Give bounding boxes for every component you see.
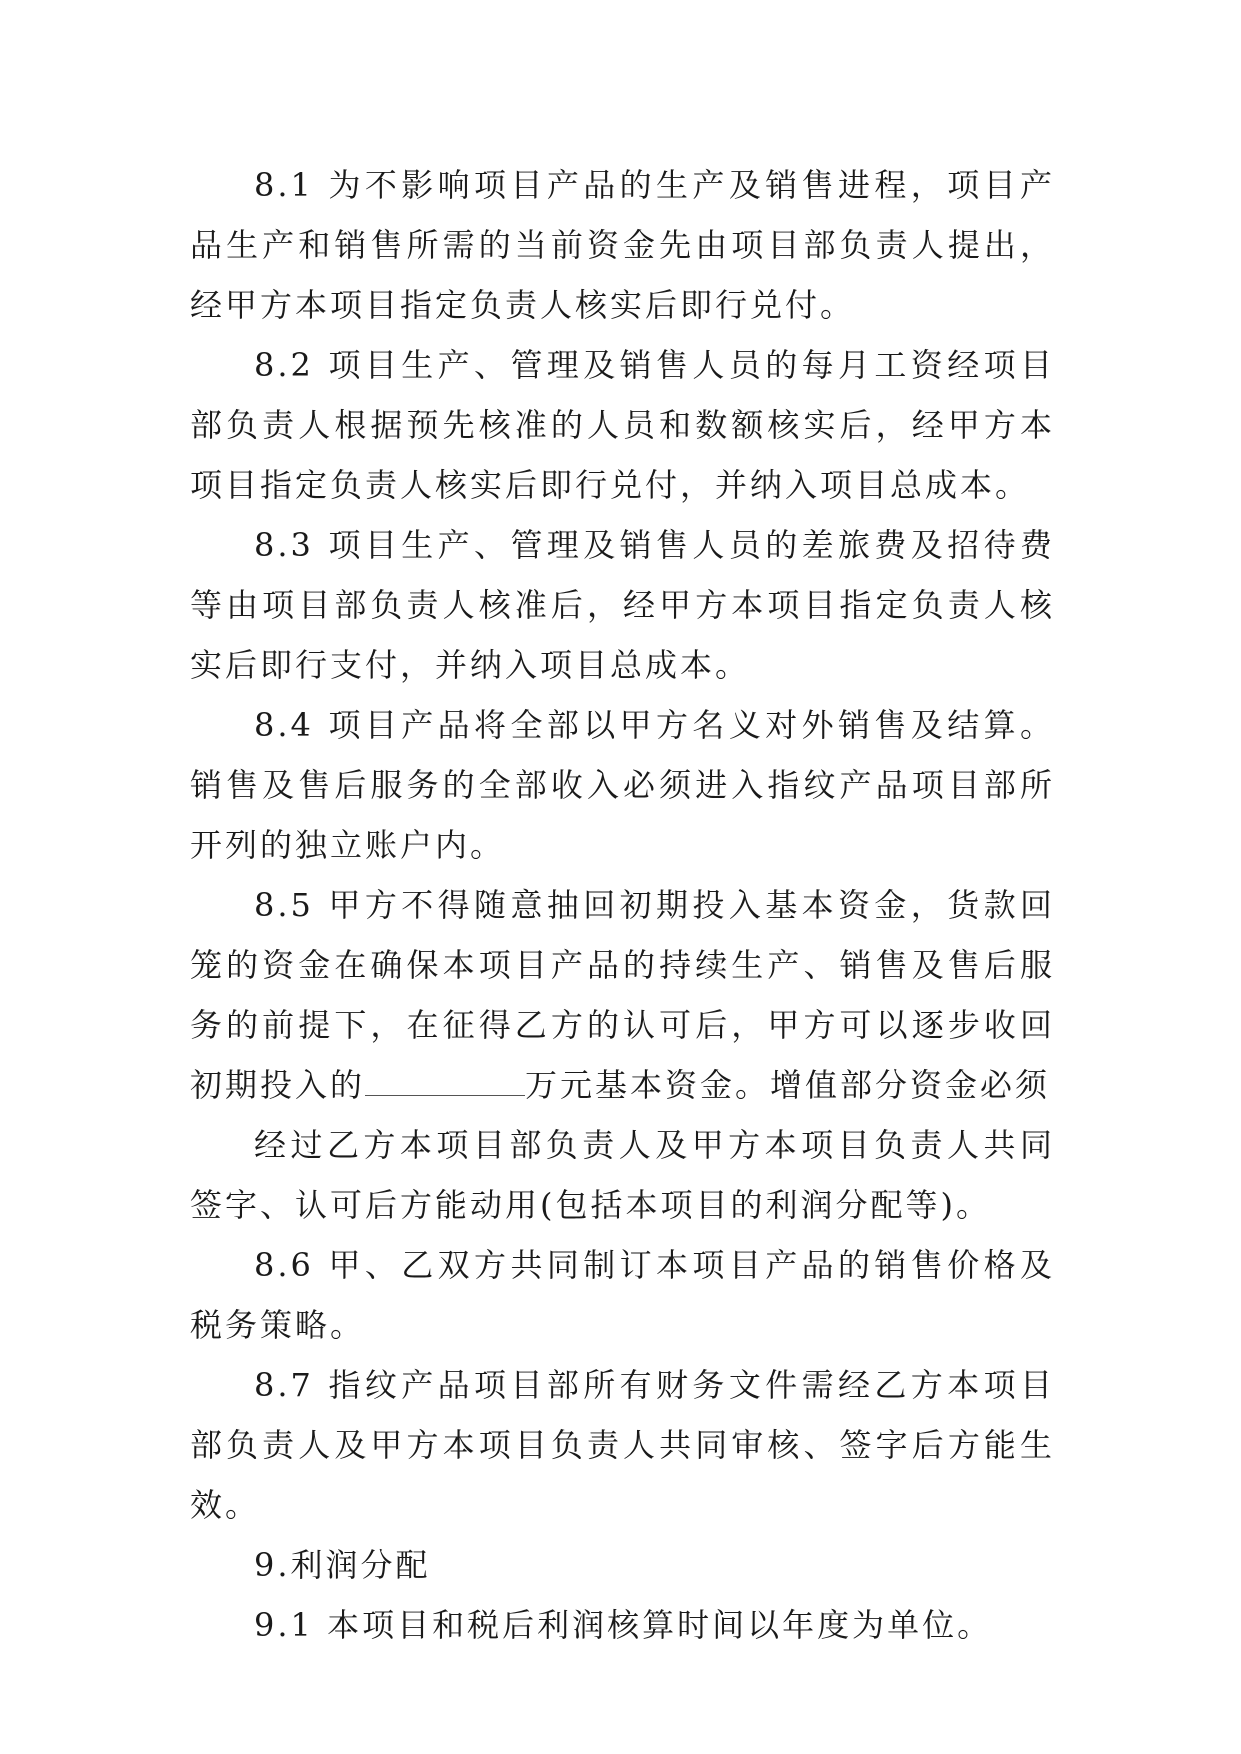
clause-8-5 bbox=[190, 875, 1055, 1115]
clause-8-1: 8.1 为不影响项目产品的生产及销售进程，项目产品生产和销售所需的当前资金先由项目部负责人提出，经甲方本项目指定负责人核实后即行兑付。 bbox=[190, 166, 1055, 324]
clause-8-6: 8.6 甲、乙双方共同制订本项目产品的销售价格及税务策略。 bbox=[190, 1246, 1055, 1344]
section-9-heading: 9.利润分配 bbox=[254, 1546, 431, 1584]
clause-8-2: 8.2 项目生产、管理及销售人员的每月工资经项目部负责人根据预先核准的人员和数额核实后，经甲方本项目指定负责人核实后即行兑付，并纳入项目总成本。 bbox=[190, 346, 1055, 504]
clause-9-1: 9.1 本项目和税后利润核算时间以年度为单位。 bbox=[254, 1606, 993, 1644]
document-body bbox=[190, 155, 1055, 1655]
clause-8-5-continued: 经过乙方本项目部负责人及甲方本项目负责人共同签字、认可后方能动用(包括本项目的利润分配等)。 bbox=[190, 1126, 1055, 1224]
clause-8-4: 8.4 项目产品将全部以甲方名义对外销售及结算。销售及售后服务的全部收入必须进入指纹产品项目部所开列的独立账户内。 bbox=[190, 706, 1055, 864]
clause-8-7: 8.7 指纹产品项目部所有财务文件需经乙方本项目部负责人及甲方本项目负责人共同审核、签字后方能生效。 bbox=[190, 1366, 1055, 1524]
amount-blank-line bbox=[365, 1065, 525, 1096]
clause-8-3: 8.3 项目生产、管理及销售人员的差旅费及招待费等由项目部负责人核准后，经甲方本项目指定负责人核实后即行支付，并纳入项目总成本。 bbox=[190, 526, 1055, 684]
clause-8-5-text: 8.5 甲方不得随意抽回初期投入基本资金，货款回笼的资金在确保本项目产品的持续生产、销售及售后服务的前提下，在征得乙方的认可后，甲方可以逐步收回初期投入的 bbox=[190, 886, 1055, 1104]
clause-8-5-amount-text: 万元基本资金。增值部分资金必须 bbox=[525, 1066, 1051, 1104]
